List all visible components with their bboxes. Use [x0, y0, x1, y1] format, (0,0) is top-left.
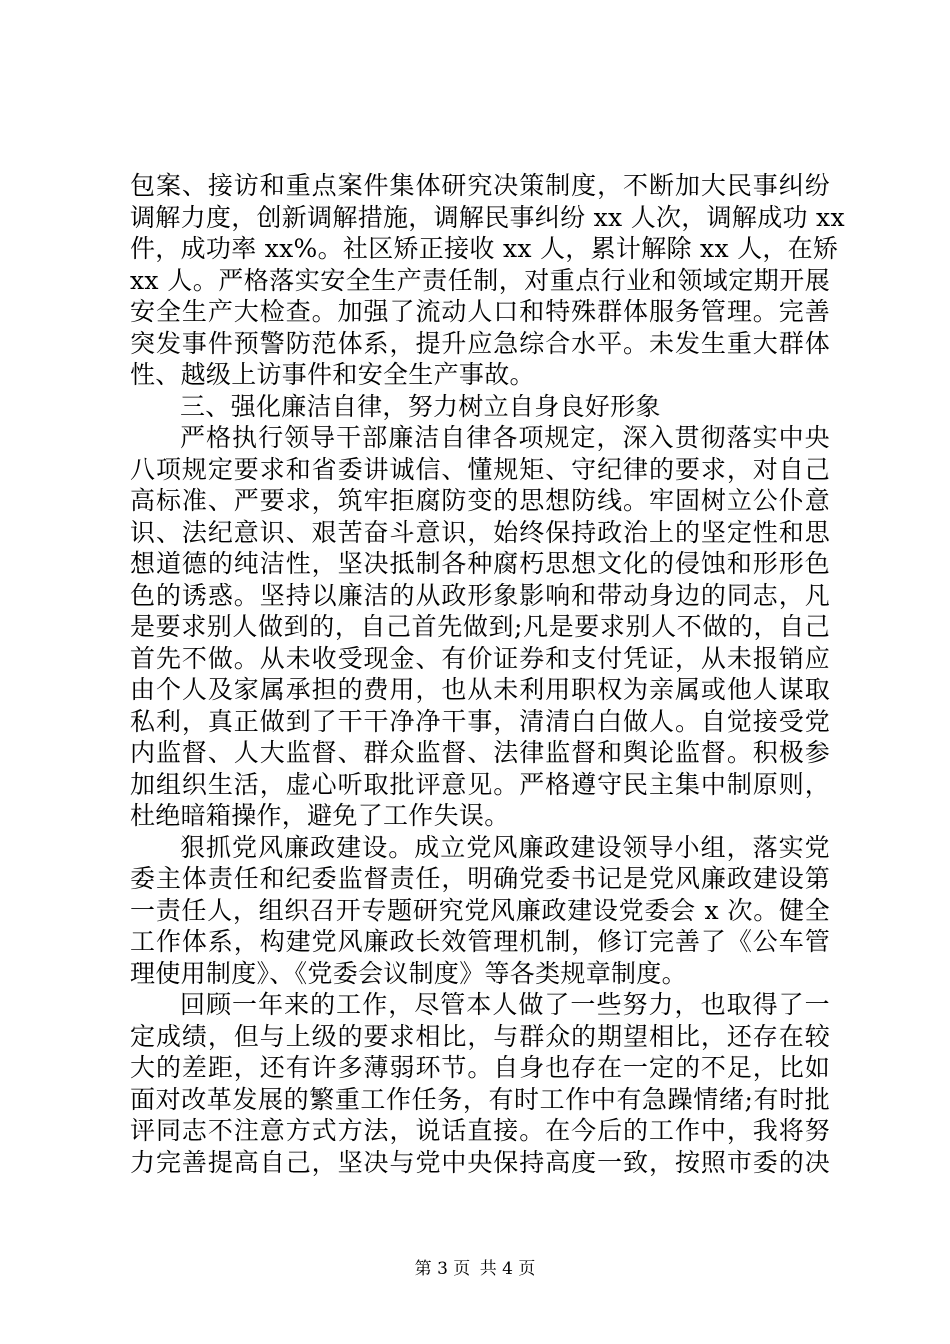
text-line: 件，成功率 xx%。社区矫正接收 xx 人，累计解除 xx 人，在矫 [130, 234, 839, 263]
text-line: 加组织生活，虚心听取批评意见。严格遵守民主集中制原则， [130, 769, 830, 799]
text-line: 工作体系，构建党风廉政长效管理机制，修订完善了《公车管 [130, 927, 830, 956]
text-line: 内监督、人大监督、群众监督、法律监督和舆论监督。积极参 [130, 738, 830, 767]
text-line: 是要求别人做到的，自己首先做到;凡是要求别人不做的，自己 [130, 612, 830, 641]
text-line: 高标准、严要求，筑牢拒腐防变的思想防线。牢固树立公仆意 [130, 486, 830, 515]
text-line: 色的诱惑。坚持以廉洁的从政形象影响和带动身边的同志，凡 [130, 580, 830, 610]
text-line: 力完善提高自己，坚决与党中央保持高度一致，按照市委的决 [130, 1147, 830, 1177]
text-line: 首先不做。从未收受现金、有价证券和支付凭证，从未报销应 [130, 643, 830, 673]
text-line: 定成绩，但与上级的要求相比，与群众的期望相比，还存在较 [130, 1021, 830, 1051]
text-line: 委主体责任和纪委监督责任，明确党委书记是党风廉政建设第 [130, 864, 830, 893]
text-line: 八项规定要求和省委讲诚信、懂规矩、守纪律的要求，对自己 [130, 454, 830, 484]
text-line: 理使用制度》、《党委会议制度》等各类规章制度。 [130, 958, 687, 988]
page-total: 共 4 页 [479, 1259, 536, 1279]
text-line: 私利，真正做到了干干净净干事，清清白白做人。自觉接受党 [130, 706, 830, 736]
text-line: 调解力度，创新调解措施，调解民事纠纷 xx 人次，调解成功 xx [130, 202, 845, 232]
document-body [130, 170, 845, 1178]
page-footer [0, 1258, 950, 1280]
text-line: 突发事件预警防范体系，提升应急综合水平。未发生重大群体 [130, 328, 830, 358]
text-line: 狠抓党风廉政建设。成立党风廉政建设领导小组，落实党 [180, 832, 830, 862]
text-line: 回顾一年来的工作，尽管本人做了一些努力，也取得了一 [180, 990, 830, 1019]
text-line: xx 人。严格落实安全生产责任制，对重点行业和领域定期开展 [130, 265, 830, 295]
text-line: 严格执行领导干部廉洁自律各项规定，深入贯彻落实中央 [180, 423, 830, 452]
text-line: 大的差距，还有许多薄弱环节。自身也存在一定的不足，比如 [130, 1053, 830, 1082]
text-line: 评同志不注意方式方法，说话直接。在今后的工作中，我将努 [130, 1116, 830, 1145]
page-number: 第 3 页 [414, 1259, 471, 1279]
text-line: 由个人及家属承担的费用，也从未利用职权为亲属或他人谋取 [130, 675, 830, 704]
text-line: 三、强化廉洁自律，努力树立自身良好形象 [180, 391, 661, 421]
text-line: 包案、接访和重点案件集体研究决策制度，不断加大民事纠纷 [130, 171, 830, 200]
text-line: 面对改革发展的繁重工作任务，有时工作中有急躁情绪;有时批 [130, 1084, 830, 1114]
text-line: 识、法纪意识、艰苦奋斗意识，始终保持政治上的坚定性和思 [130, 517, 830, 547]
text-line: 性、越级上访事件和安全生产事故。 [130, 360, 535, 389]
text-line: 一责任人，组织召开专题研究党风廉政建设党委会 x 次。健全 [130, 895, 830, 925]
text-line: 杜绝暗箱操作，避免了工作失误。 [130, 801, 510, 830]
text-line: 安全生产大检查。加强了流动人口和特殊群体服务管理。完善 [130, 297, 830, 326]
text-line: 想道德的纯洁性，坚决抵制各种腐朽思想文化的侵蚀和形形色 [130, 549, 830, 578]
